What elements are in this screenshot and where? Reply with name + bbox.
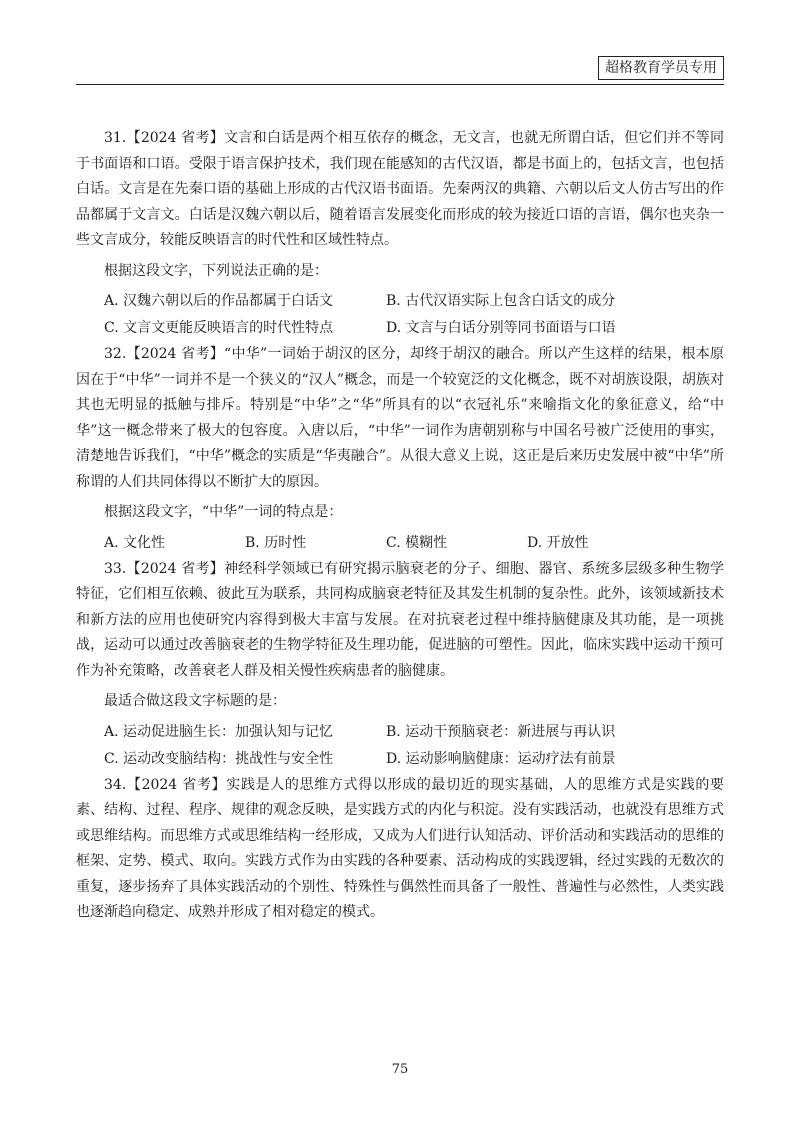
question-32-passage <box>76 342 724 495</box>
question-32-option-d[interactable]: D. 开放性 <box>527 534 589 551</box>
header-rule <box>76 84 724 85</box>
question-31-options <box>76 288 724 342</box>
question-31-option-b[interactable]: B. 古代汉语实际上包含白话文的成分 <box>386 293 616 309</box>
question-33-option-c[interactable]: C. 运动改变脑结构：挑战性与安全性 <box>104 750 334 767</box>
question-31-passage <box>76 126 724 254</box>
question-32-option-c[interactable]: C. 模糊性 <box>386 534 448 551</box>
question-34-number: 34. <box>104 776 127 793</box>
question-32-number: 32. <box>104 346 127 362</box>
question-31-option-d[interactable]: D. 文言与白话分别等同书面语与口语 <box>386 320 616 336</box>
question-31-stem: 根据这段文字，下列说法正确的是： <box>104 262 328 279</box>
question-33-options <box>76 719 724 773</box>
question-32-text: “中华”一词始于胡汉的区分，却终于胡汉的融合。所以产生这样的结果，根本原因在于“中华”一词并不是一个狭义的“汉人”概念，而是一个较宽泛的文化概念，既不对胡族设限，胡族对其也无明显的抵触与排斥。特别是“中华”之“华”所具有的以“衣冠礼乐”来喻指文化的象征意义，给“中华”这一概念带来了极大的包容度。入唐以后，“中华”一词作为唐朝别称与中国名号被广泛使用的事实，清楚地告诉我们，“中华”概念的实质是“华夷融合”。从很大意义上说，这正是后来历史发展中被“中华”所称谓的人们共同体得以不断扩大的原因。 <box>76 346 724 490</box>
page-content <box>76 126 724 926</box>
question-33-number: 33. <box>104 560 127 577</box>
question-34-passage <box>76 773 724 926</box>
question-32-options <box>76 530 724 557</box>
question-33-text: 神经科学领域已有研究揭示脑衰老的分子、细胞、器官、系统多层级多种生物学特征，它们相互依赖、彼此互为联系，共同构成脑衰老特征及其发生机制的复杂性。此外，该领域新技术和新方法的应用也使研究内容得到极大丰富与发展。在对抗衰老过程中维持脑健康及其功能，是一项挑战，运动可以通过改善脑衰老的生物学特征及生理功能，促进脑的可塑性。因此，临床实践中运动干预可作为补充策略，改善衰老人群及相关慢性疾病患者的脑健康。 <box>76 560 724 679</box>
question-33-tag: 【2024 省考】 <box>126 560 225 577</box>
question-32-tag: 【2024 省考】 <box>126 346 225 362</box>
question-34-tag: 【2024 省考】 <box>126 776 227 793</box>
question-33-option-a[interactable]: A. 运动促进脑生长：加强认知与记忆 <box>104 723 334 740</box>
question-32-option-b[interactable]: B. 历时性 <box>245 534 307 551</box>
question-34-text: 实践是人的思维方式得以形成的最切近的现实基础，人的思维方式是实践的要素、结构、过程、程序、规律的观念反映，是实践方式的内化与积淀。没有实践活动，也就没有思维方式或思维结构。而思维方式或思维结构一经形成，又成为人们进行认知活动、评价活动和实践活动的思维的框架、定势、模式、取向。实践方式作为由实践的各种要素、活动构成的实践逻辑，经过实践的无数次的重复，逐步扬弃了具体实践活动的个别性、特殊性与偶然性而具备了一般性、普遍性与必然性，人类实践也逐渐趋向稳定、成熟并形成了相对稳定的模式。 <box>76 776 724 920</box>
question-31-option-a[interactable]: A. 汉魏六朝以后的作品都属于白话文 <box>104 293 334 309</box>
page-number: 75 <box>391 1062 409 1077</box>
question-32-stem: 根据这段文字，“中华”一词的特点是： <box>104 504 343 520</box>
question-31-number: 31. <box>104 130 127 146</box>
question-31-option-c[interactable]: C. 文言文更能反映语言的时代性特点 <box>104 320 334 336</box>
header-label-box: 超格教育学员专用 <box>598 56 724 80</box>
question-31-tag: 【2024 省考】 <box>126 130 225 146</box>
question-32-option-a[interactable]: A. 文化性 <box>104 534 166 551</box>
question-33-stem: 最适合做这段文字标题的是： <box>104 693 286 709</box>
question-33-passage <box>76 557 724 685</box>
question-33-option-b[interactable]: B. 运动干预脑衰老：新进展与再认识 <box>386 723 616 740</box>
question-31-text: 文言和白话是两个相互依存的概念，无文言，也就无所谓白话，但它们并不等同于书面语和口语。受限于语言保护技术，我们现在能感知的古代汉语，都是书面上的，包括文言，也包括白话。文言是在先秦口语的基础上形成的古代汉语书面语。先秦两汉的典籍、六朝以后文人仿古写出的作品都属于文言文。白话是汉魏六朝以后，随着语言发展变化而形成的较为接近口语的言语，偶尔也夹杂一些文言成分，较能反映语言的时代性和区域性特点。 <box>76 130 724 248</box>
question-33-option-d[interactable]: D. 运动影响脑健康：运动疗法有前景 <box>386 750 616 767</box>
